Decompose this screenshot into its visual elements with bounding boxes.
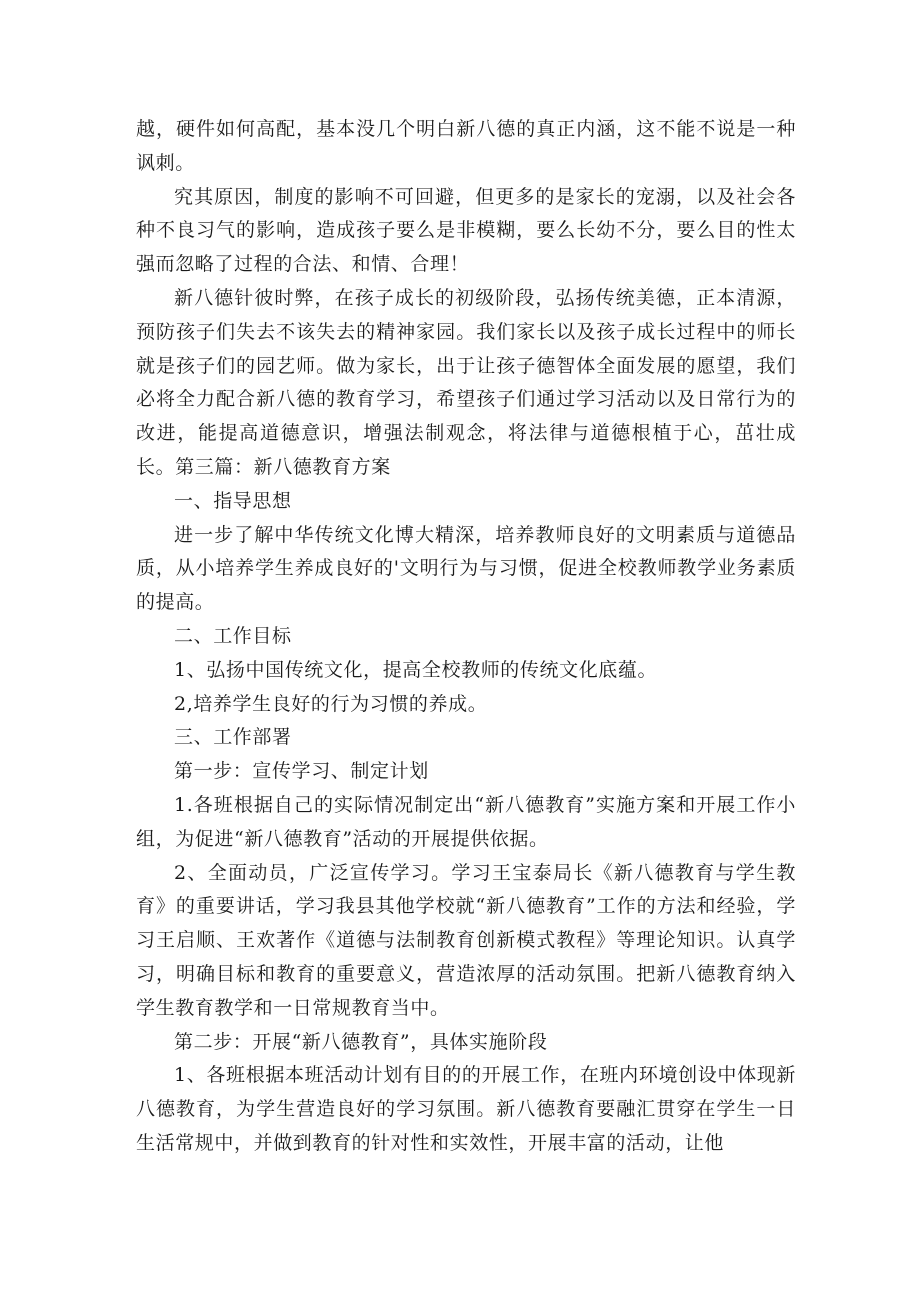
paragraph-new-eight-virtues: 新八德针彼时弊，在孩子成长的初级阶段，弘扬传统美德，正本清源，预防孩子们失去不该失去的精神家园。我们家长以及孩子成长过程中的师长就是孩子们的园艺师。做为家长，出于让孩子德智体全面发展的愿望，我们必将全力配合新八德的教育学习，希望孩子们通过学习活动以及日常行为的改进，能提高道德意识，增强法制观念，将法律与道德根植于心，茁壮成长。第三篇：新八德教育方案 bbox=[136, 286, 796, 478]
document-body bbox=[136, 113, 796, 1161]
paragraph-guiding-ideology: 进一步了解中华传统文化博大精深，培养教师良好的文明素质与道德品质，从小培养学生养成良好的'文明行为与习惯，促进全校教师教学业务素质的提高。 bbox=[136, 523, 796, 614]
heading-step-one: 第一步：宣传学习、制定计划 bbox=[174, 760, 429, 783]
list-item-step-two-1: 1、各班根据本班活动计划有目的的开展工作，在班内环境创设中体现新八德教育，为学生营造良好的学习氛围。新八德教育要融汇贯穿在学生一日生活常规中，并做到教育的针对性和实效性，开展丰富的活动，让他 bbox=[136, 1064, 796, 1154]
heading-step-two: 第二步：开展“新八德教育”，具体实施阶段 bbox=[174, 1030, 548, 1053]
heading-guiding-ideology: 一、指导思想 bbox=[174, 489, 292, 512]
paragraph-causes: 究其原因，制度的影响不可回避，但更多的是家长的宠溺，以及社会各种不良习气的影响，造成孩子要么是非模糊，要么长幼不分，要么目的性太强而忽略了过程的合法、和情、合理！ bbox=[136, 185, 796, 276]
list-item-goal-2: 2,培养学生良好的行为习惯的养成。 bbox=[174, 692, 488, 715]
list-item-step-one-2: 2、全面动员，广泛宣传学习。学习王宝泰局长《新八德教育与学生教育》的重要讲话，学习我县其他学校就“新八德教育”工作的方法和经验，学习王启顺、王欢著作《道德与法制教育创新模式教程》等理论知识。认真学习，明确目标和教育的重要意义，营造浓厚的活动氛围。把新八德教育纳入学生教育教学和一日常规教育当中。 bbox=[136, 861, 796, 1019]
list-item-step-one-1: 1.各班根据自己的实际情况制定出“新八德教育”实施方案和开展工作小组，为促进“新八德教育”活动的开展提供依据。 bbox=[136, 793, 796, 850]
list-item-goal-1: 1、弘扬中国传统文化，提高全校教师的传统文化底蕴。 bbox=[174, 658, 658, 681]
heading-work-deployment: 三、工作部署 bbox=[174, 726, 292, 749]
paragraph-continuation: 越，硬件如何高配，基本没几个明白新八德的真正内涵，这不能不说是一种讽刺。 bbox=[136, 118, 796, 174]
heading-work-goals: 二、工作目标 bbox=[174, 624, 292, 647]
